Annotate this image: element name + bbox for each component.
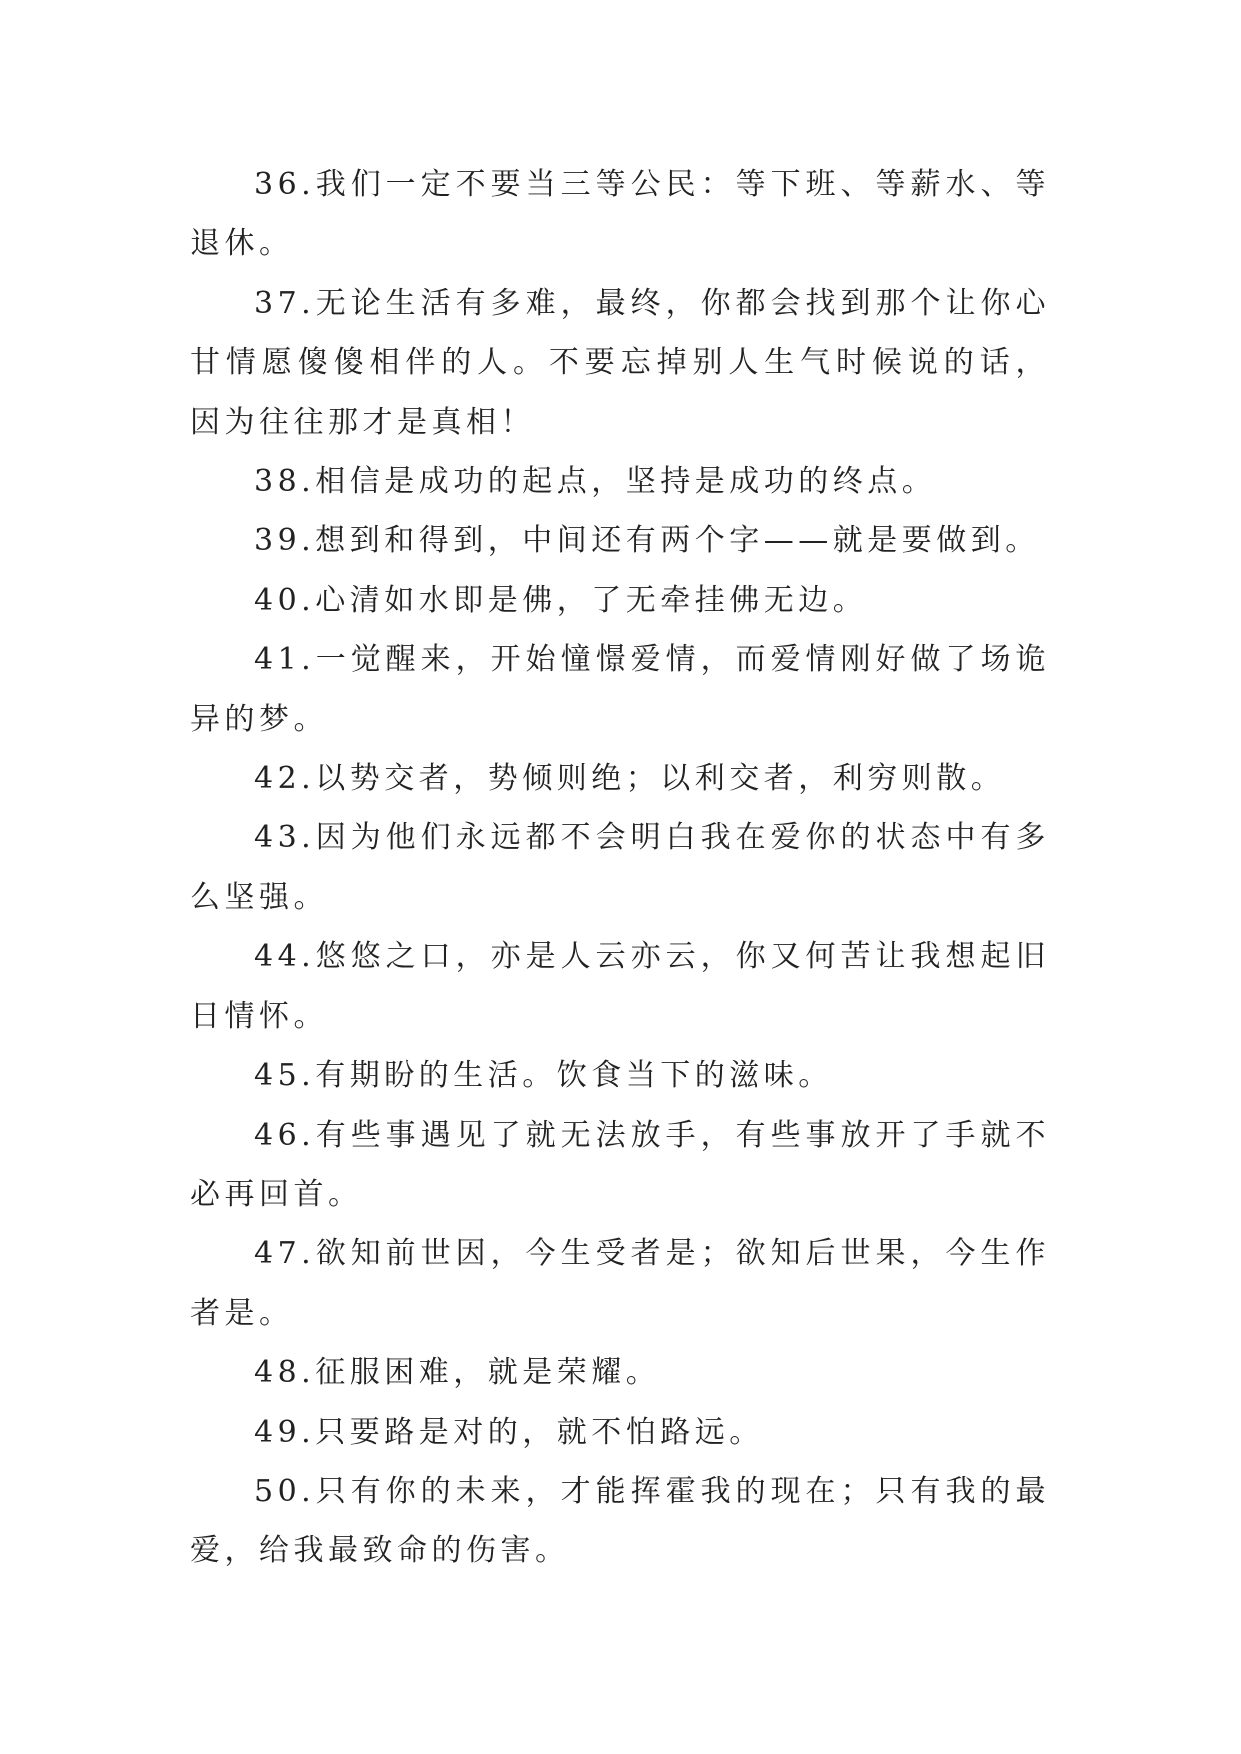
quote-paragraph-39: 39.想到和得到，中间还有两个字——就是要做到。 [254, 523, 1040, 559]
quote-paragraph-44: 44.悠悠之口，亦是人云亦云，你又何苦让我想起旧日情怀。 [190, 939, 1050, 1034]
document-body [190, 155, 1050, 1581]
quote-paragraph-36: 36.我们一定不要当三等公民：等下班、等薪水、等退休。 [190, 167, 1050, 262]
quote-paragraph-47: 47.欲知前世因，今生受者是；欲知后世果，今生作者是。 [190, 1236, 1050, 1331]
quote-paragraph-50: 50.只有你的未来，才能挥霍我的现在；只有我的最爱，给我最致命的伤害。 [190, 1473, 1050, 1569]
quote-paragraph-43: 43.因为他们永远都不会明白我在爱你的状态中有多么坚强。 [190, 820, 1050, 915]
quote-paragraph-46: 46.有些事遇见了就无法放手，有些事放开了手就不必再回首。 [190, 1117, 1050, 1212]
quote-paragraph-38: 38.相信是成功的起点，坚持是成功的终点。 [254, 464, 937, 500]
quote-paragraph-48: 48.征服困难，就是荣耀。 [254, 1355, 661, 1391]
quote-paragraph-42: 42.以势交者，势倾则绝；以利交者，利穷则散。 [254, 761, 1006, 797]
quote-paragraph-49: 49.只要路是对的，就不怕路远。 [254, 1414, 764, 1450]
quote-paragraph-45: 45.有期盼的生活。饮食当下的滋味。 [254, 1058, 833, 1094]
quote-paragraph-41: 41.一觉醒来，开始憧憬爱情，而爱情刚好做了场诡异的梦。 [190, 642, 1050, 737]
quote-paragraph-37: 37.无论生活有多难，最终，你都会找到那个让你心甘情愿傻傻相伴的人。不要忘掉别人生气时候说的话，因为往往那才是真相！ [190, 285, 1050, 440]
quote-paragraph-40: 40.心清如水即是佛，了无牵挂佛无边。 [254, 582, 868, 618]
